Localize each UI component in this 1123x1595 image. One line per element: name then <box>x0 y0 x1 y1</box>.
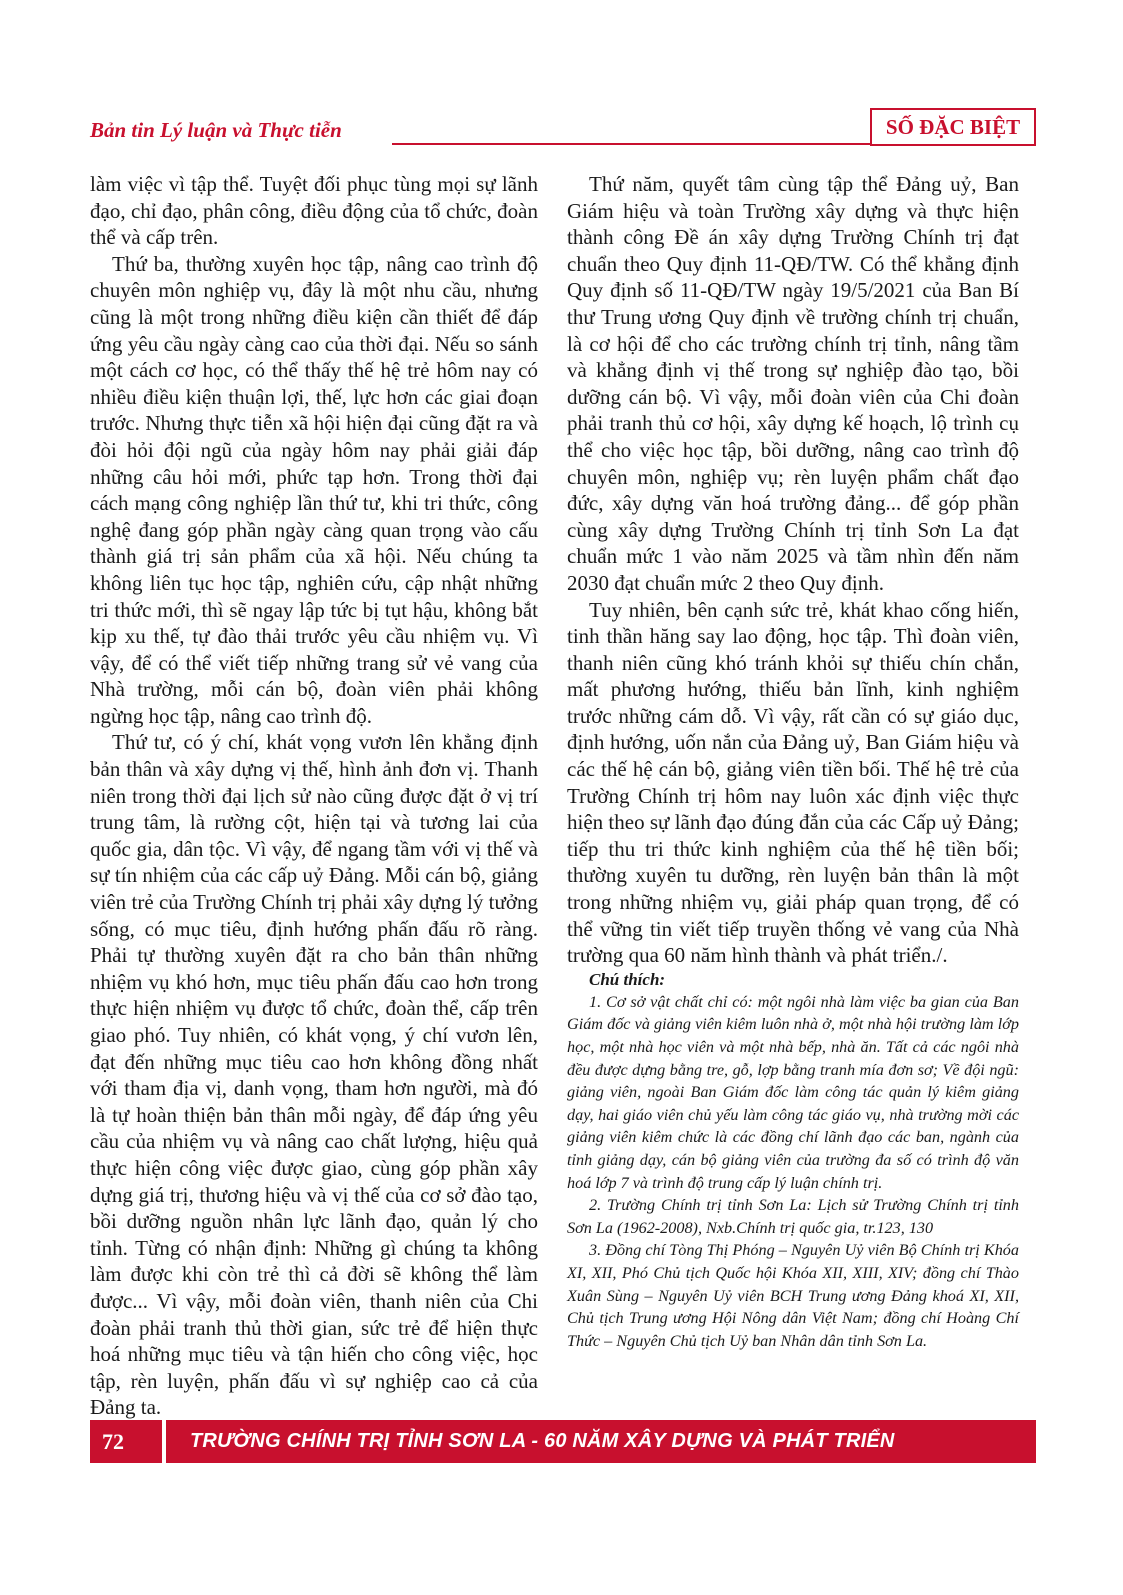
page-header <box>90 108 1036 148</box>
paragraph: Thứ tư, có ý chí, khát vọng vươn lên khẳng định bản thân và xây dựng vị thế, hình ảnh đơn vị. Thanh niên trong thời đại lịch sử nào cũng được đặt ở vị trí trung tâm, là rường cột, hiện tại và tương lai của quốc gia, dân tộc. Vì vậy, để ngang tầm với vị thế và sự tín nhiệm của các cấp uỷ Đảng. Mỗi cán bộ, giảng viên trẻ của Trường Chính trị phải xây dựng lý tưởng sống, có mục tiêu, định hướng phấn đấu rõ ràng. Phải tự thường xuyên đặt ra cho bản thân những nhiệm vụ khó hơn, mục tiêu phấn đấu cao hơn trong thực hiện nhiệm vụ được tổ chức, đoàn thể, cấp trên giao phó. Tuy nhiên, có khát vọng, ý chí vươn lên, đạt đến những mục tiêu cao hơn không đồng nhất với tham địa vị, danh vọng, tham hơn người, mà đó là tự hoàn thiện bản thân mỗi ngày, để đáp ứng yêu cầu của nhiệm vụ và nâng cao chất lượng, hiệu quả thực hiện công việc được giao, cùng góp phần xây dựng giá trị, thương hiệu và vị thế của cơ sở đào tạo, bồi dưỡng nguồn nhân lực lãnh đạo, quản lý cho tỉnh. Từng có nhận định: Những gì chúng ta không làm được khi còn trẻ thì cả đời sẽ không thể làm được... Vì vậy, mỗi đoàn viên, thanh niên của Chi đoàn phải tranh thủ thời gian, sức trẻ để hiện thực hoá những mục tiêu và tận hiến cho công việc, học tập, rèn luyện, phấn đấu vì sự nghiệp cao cả của Đảng ta. <box>90 730 538 1420</box>
paragraph: Thứ năm, quyết tâm cùng tập thể Đảng uỷ, Ban Giám hiệu và toàn Trường xây dựng và thực hiện thành công Đề án xây dựng Trường Chính trị đạt chuẩn theo Quy định 11-QĐ/TW. Có thể khẳng định Quy định số 11-QĐ/TW ngày 19/5/2021 của Ban Bí thư Trung ương Quy định về trường chính trị chuẩn, là cơ hội để cho các trường chính trị tỉnh, nâng tầm và khẳng định vị thế trong sự nghiệp đào tạo, bồi dưỡng cán bộ. Vì vậy, mỗi đoàn viên của Chi đoàn phải tranh thủ cơ hội, xây dựng kế hoạch, lộ trình cụ thể cho việc học tập, bồi dưỡng, nâng cao trình độ chuyên môn, nghiệp vụ; rèn luyện phẩm chất đạo đức, xây dựng văn hoá trường đảng... để góp phần cùng xây dựng Trường Chính trị tỉnh Sơn La đạt chuẩn mức 1 vào năm 2025 và tầm nhìn đến năm 2030 đạt chuẩn mức 2 theo Quy định. <box>567 172 1019 595</box>
footnote: 3. Đồng chí Tòng Thị Phóng – Nguyên Uỷ viên Bộ Chính trị Khóa XI, XII, Phó Chủ tịch Quốc hội Khóa XII, XIII, XIV; đồng chí Thào Xuân Sùng – Nguyên Uỷ viên BCH Trung ương Đảng khoá XI, XII, Chủ tịch Trung ương Hội Nông dân Việt Nam; đồng chí Hoàng Chí Thức – Nguyên Chủ tịch Uỷ ban Nhân dân tỉnh Sơn La. <box>567 1241 1019 1350</box>
notes-title: Chú thích: <box>589 969 666 989</box>
left-column <box>90 171 538 1421</box>
footer-title: TRƯỜNG CHÍNH TRỊ TỈNH SƠN LA - 60 NĂM XÂY DỰNG VÀ PHÁT TRIỂN <box>190 1430 895 1452</box>
header-rule <box>392 143 870 145</box>
page-number: 72 <box>102 1429 124 1454</box>
page-footer <box>90 1420 1036 1463</box>
right-column <box>567 171 1019 1352</box>
footer-divider <box>162 1420 166 1463</box>
footnote: 2. Trường Chính trị tỉnh Sơn La: Lịch sử Trường Chính trị tỉnh Sơn La (1962-2008), Nxb.Chính trị quốc gia, tr.123, 130 <box>567 1196 1019 1237</box>
paragraph: Tuy nhiên, bên cạnh sức trẻ, khát khao cống hiến, tinh thần hăng say lao động, học tập. Thì đoàn viên, thanh niên cũng khó tránh khỏi sự thiếu chín chắn, mất phương hướng, thiếu bản lĩnh, kinh nghiệm trước những cám dỗ. Vì vậy, rất cần có sự giáo dục, định hướng, uốn nắn của Đảng uỷ, Ban Giám hiệu và các thế hệ cán bộ, giảng viên tiền bối. Thế hệ trẻ của Trường Chính trị hôm nay luôn xác định việc thực hiện theo sự lãnh đạo đúng đắn của các Cấp uỷ Đảng; tiếp thu tri thức kinh nghiệm của thế hệ tiền bối; thường xuyên tu dưỡng, rèn luyện bản thân là một trong những nhiệm vụ, giải pháp quan trọng, để có thể vững tin viết tiếp truyền thống vẻ vang của Nhà trường qua 60 năm hình thành và phát triển./. <box>567 597 1019 968</box>
paragraph: Thứ ba, thường xuyên học tập, nâng cao trình độ chuyên môn nghiệp vụ, đây là một nhu cầu, nhưng cũng là một trong những điều kiện cần thiết để đáp ứng yêu cầu ngày càng cao của thời đại. Nếu so sánh một cách cơ học, có thể thấy thế hệ trẻ hôm nay có nhiều điều kiện thuận lợi, thế, lực hơn các giai đoạn trước. Nhưng thực tiễn xã hội hiện đại cũng đặt ra và đòi hỏi đội ngũ của ngày hôm nay phải giải đáp những câu hỏi mới, phức tạp hơn. Trong thời đại cách mạng công nghiệp lần thứ tư, khi tri thức, công nghệ đang góp phần ngày càng quan trọng vào cấu thành giá trị sản phẩm của xã hội. Nếu chúng ta không liên tục học tập, nghiên cứu, cập nhật những tri thức mới, thì sẽ ngay lập tức bị tụt hậu, không bắt kịp xu thế, tự đào thải trước yêu cầu nhiệm vụ. Vì vậy, để có thể viết tiếp những trang sử vẻ vang của Nhà trường, mỗi cán bộ, đoàn viên phải không ngừng học tập, nâng cao trình độ. <box>90 251 538 728</box>
paragraph: làm việc vì tập thể. Tuyệt đối phục tùng mọi sự lãnh đạo, chỉ đạo, phân công, điều động của tổ chức, đoàn thể và cấp trên. <box>90 172 538 250</box>
bulletin-title: Bản tin Lý luận và Thực tiễn <box>90 118 342 142</box>
special-issue-badge: SỐ ĐẶC BIỆT <box>870 108 1036 146</box>
footnote: 1. Cơ sở vật chất chỉ có: một ngôi nhà làm việc ba gian của Ban Giám đốc và giảng viên kiêm luôn nhà ở, một nhà hội trường làm lớp học, một nhà học viên và một nhà bếp, nhà ăn. Tất cả các ngôi nhà đều được dựng bằng tre, gỗ, lợp bằng tranh mía đơn sơ; Về đội ngũ: giảng viên, ngoài Ban Giám đốc làm công tác quản lý kiêm giảng dạy, hai giáo viên chủ yếu làm công tác giáo vụ, nhà trường mời các giảng viên kiêm chức là các đồng chí lãnh đạo các ban, ngành của tỉnh giảng dạy, cán bộ giảng viên của trường đa số có trình độ văn hoá lớp 7 và trình độ trung cấp lý luận chính trị. <box>567 992 1019 1192</box>
